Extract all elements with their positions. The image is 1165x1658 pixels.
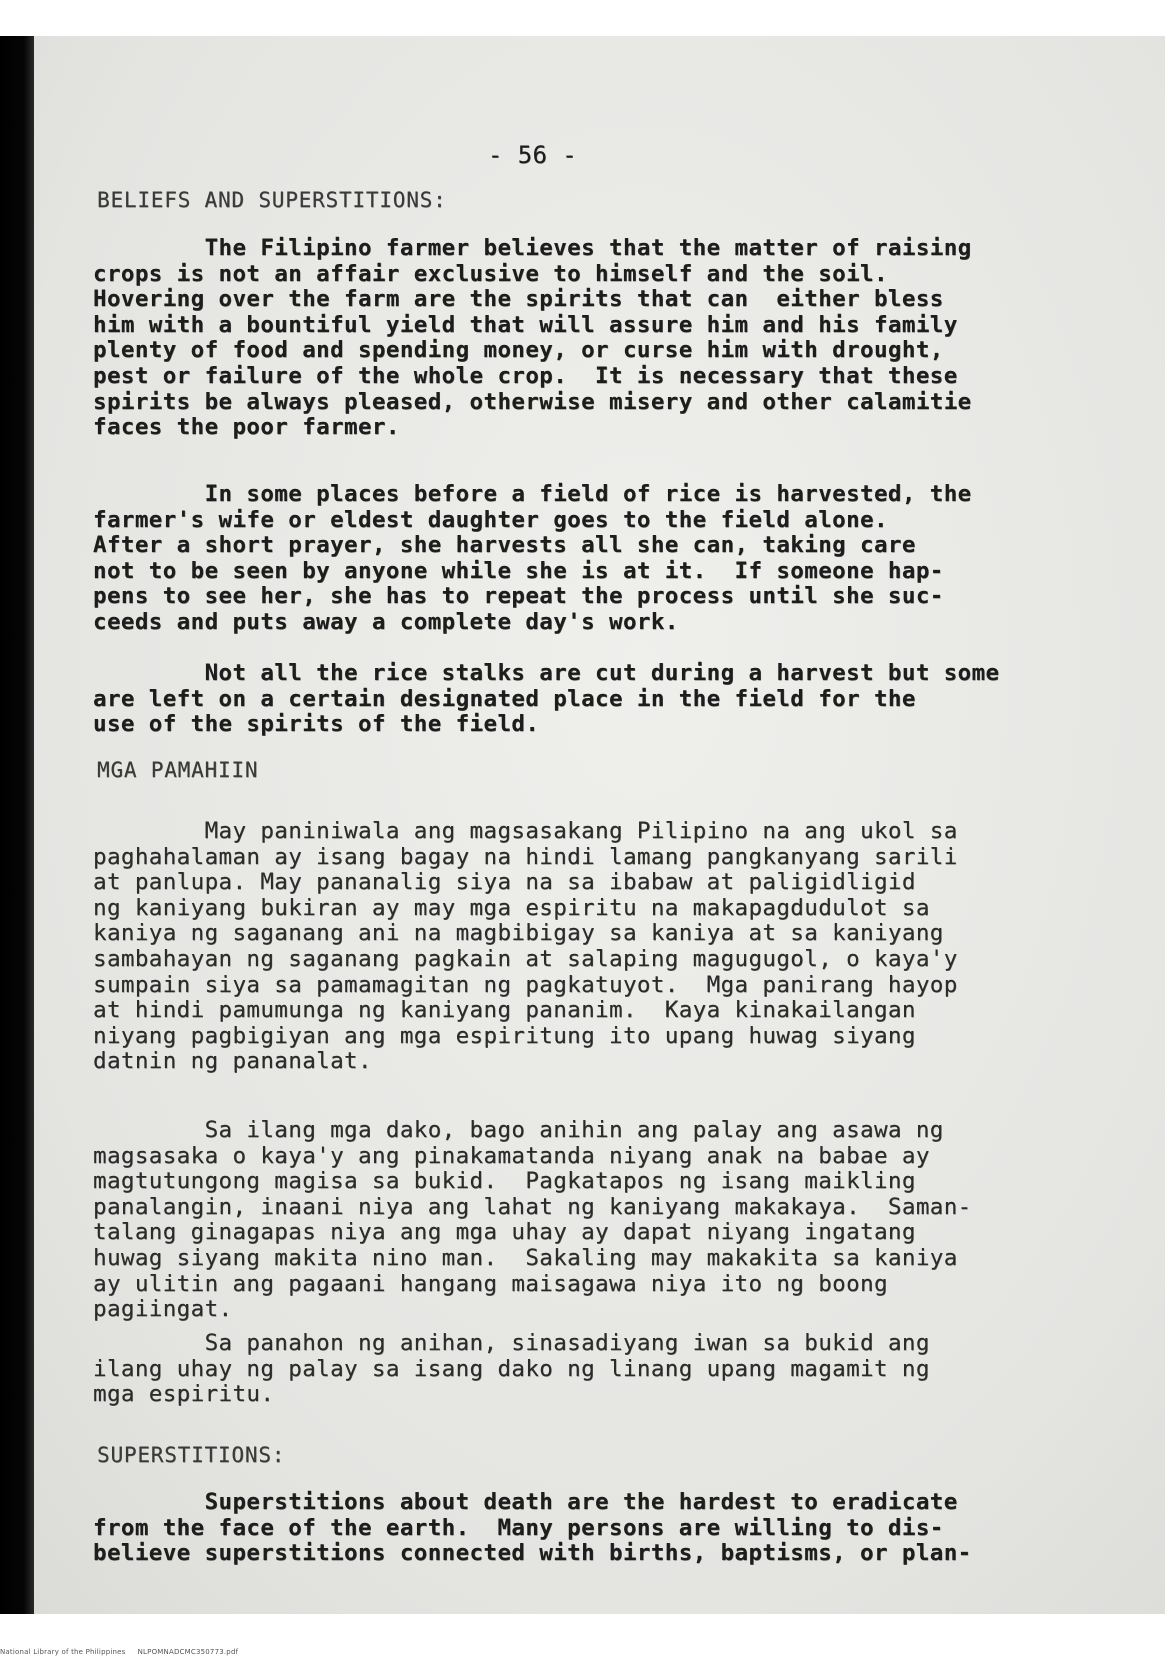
typewritten-text <box>0 36 1165 1614</box>
paragraph-pamahiin-1: May paniniwala ang magsasakang Pilipino na ang ukol sa paghahalaman ay isang bagay na hindi lamang pangkanyang sarili at panlupa. May pananalig siya na sa ibabaw at paligidligid ng kaniyang bukiran ay may mga espiritu na makapagdudulot sa kaniya ng saganang ani na magbibigay sa kaniya at sa kaniyang sambahayan ng saganang pagkain at salaping magugugol, o kaya'y sumpain siya sa pamamagitan ng pagkatuyot. Mga panirang hayop at hindi pamumunga ng kaniyang pananim. Kaya kinakailangan niyang pagbigiyan ang mga espiritung ito upang huwag siyang datnin ng pananalat. <box>93 818 958 1075</box>
page-number: - 56 - <box>488 141 578 169</box>
paragraph-superstitions-1: Superstitions about death are the hardest to eradicate from the face of the earth. Many persons are willing to dis- believe superstitions connected with births, baptisms, or plan- <box>93 1489 972 1567</box>
heading-pamahiin: MGA PAMAHIIN <box>97 758 259 782</box>
library-footer: National Library of the Philippines NLPOMNADCMC350773.pdf <box>0 1648 239 1656</box>
paragraph-pamahiin-3: Sa panahon ng anihan, sinasadiyang iwan sa bukid ang ilang uhay ng palay sa isang dako ng linang upang magamit ng mga espiritu. <box>93 1330 930 1408</box>
paragraph-beliefs-1: The Filipino farmer believes that the matter of raising crops is not an affair exclusive to himself and the soil. Hovering over the farm are the spirits that can either bless him with a bountiful yield that will assure him and his family plenty of food and spending money, or curse him with drought, pest or failure of the whole crop. It is necessary that these spirits be always pleased, otherwise misery and other calamitie faces the poor farmer. <box>93 235 972 441</box>
heading-beliefs: BELIEFS AND SUPERSTITIONS: <box>97 188 447 212</box>
paragraph-beliefs-2: In some places before a field of rice is harvested, the farmer's wife or eldest daughter goes to the field alone. After a short prayer, she harvests all she can, taking care not to be seen by anyone while she is at it. If someone hap- pens to see her, she has to repeat the process until she suc- ceeds and puts away a complete day's work. <box>93 481 972 635</box>
paragraph-beliefs-3: Not all the rice stalks are cut during a harvest but some are left on a certain designated place in the field for the use of the spirits of the field. <box>93 660 1000 738</box>
paragraph-pamahiin-2: Sa ilang mga dako, bago anihin ang palay ang asawa ng magsasaka o kaya'y ang pinakamatanda niyang anak na babae ay magtutungong magisa sa bukid. Pagkatapos ng isang maikling panalangin, inaani niya ang lahat ng kaniyang makakaya. Saman- talang ginagapas niya ang mga uhay ay dapat niyang ingatang huwag siyang makita nino man. Sakaling may makakita sa kaniya ay ulitin ang pagaani hangang maisagawa niya ito ng boong pagiingat. <box>93 1117 972 1323</box>
scanned-page <box>0 36 1165 1614</box>
heading-superstitions: SUPERSTITIONS: <box>97 1443 286 1467</box>
